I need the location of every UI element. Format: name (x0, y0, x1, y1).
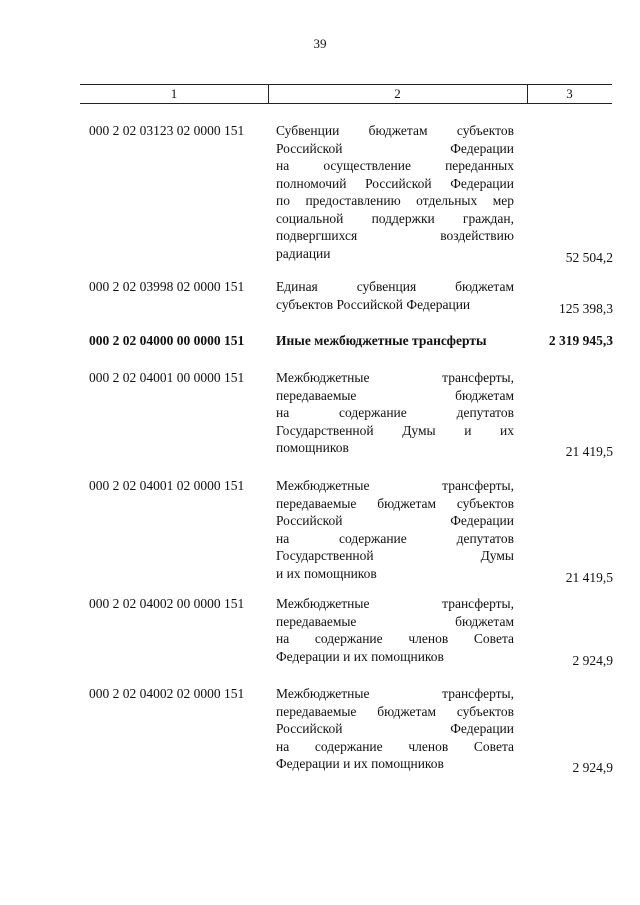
description-line: по предоставлению отдельных мер (276, 193, 514, 208)
budget-code: 000 2 02 04000 00 0000 151 (89, 333, 245, 348)
budget-code: 000 2 02 03998 02 0000 151 (89, 279, 245, 294)
amount: 52 504,2 (565, 249, 613, 265)
header-col-2: 2 (394, 86, 401, 101)
description-line: субъектов Российской Федерации (276, 296, 471, 312)
description-line: передаваемые бюджетам (276, 613, 514, 629)
description-line: социальной поддержки граждан, (276, 210, 514, 226)
item-description (276, 477, 514, 582)
description-line: Государственной Думы и их (276, 422, 514, 438)
description-line: передаваемые бюджетам субъектов (276, 495, 514, 511)
item-description (276, 685, 514, 773)
description-line: помощников (276, 440, 349, 455)
amount: 125 398,3 (559, 300, 613, 316)
item-description (276, 122, 514, 262)
item-description (276, 595, 514, 665)
description-line: Межбюджетные трансферты, (276, 370, 514, 385)
amount: 2 319 945,3 (548, 333, 613, 348)
description-line: радиации (276, 245, 331, 261)
description-line: Российской Федерации (276, 140, 514, 156)
description-line: полномочий Российской Федерации (276, 175, 514, 191)
description-line: передаваемые бюджетам (276, 387, 514, 403)
budget-code: 000 2 02 04001 02 0000 151 (89, 478, 245, 493)
budget-code: 000 2 02 03123 02 0000 151 (89, 123, 245, 138)
item-description (276, 369, 514, 457)
description-line: на содержание депутатов (276, 405, 514, 420)
description-line: Федерации и их помощников (276, 756, 444, 771)
amount: 2 924,9 (572, 760, 613, 775)
description-line: на осуществление переданных (276, 158, 514, 173)
header-col-3: 3 (566, 86, 573, 101)
description-line: Федерации и их помощников (276, 648, 444, 664)
description-line: и их помощников (276, 565, 377, 581)
header-top-rule (80, 84, 612, 85)
description-line: Межбюджетные трансферты, (276, 596, 514, 611)
description-line: Межбюджетные трансферты, (276, 478, 514, 493)
description-line: Российской Федерации (276, 513, 514, 528)
budget-code: 000 2 02 04001 00 0000 151 (89, 370, 245, 385)
description-line: Иные межбюджетные трансферты (276, 333, 487, 348)
budget-code: 000 2 02 04002 02 0000 151 (89, 686, 245, 701)
description-line: на содержание членов Совета (276, 738, 514, 754)
item-description (276, 332, 514, 350)
budget-code: 000 2 02 04002 00 0000 151 (89, 596, 245, 611)
description-line: подвергшихся воздействию (276, 228, 514, 243)
header-bottom-rule (80, 103, 612, 104)
description-line: Государственной Думы (276, 548, 514, 563)
page-number: 39 (313, 36, 327, 51)
description-line: Субвенции бюджетам субъектов (276, 123, 514, 138)
description-line: Межбюджетные трансферты, (276, 686, 514, 701)
description-line: на содержание депутатов (276, 530, 514, 546)
description-line: Российской Федерации (276, 721, 514, 736)
header-col-1: 1 (170, 86, 178, 101)
amount: 21 419,5 (565, 569, 613, 585)
item-description (276, 278, 514, 313)
description-line: передаваемые бюджетам субъектов (276, 703, 514, 719)
description-line: на содержание членов Совета (276, 631, 514, 646)
amount: 2 924,9 (572, 652, 613, 668)
amount: 21 419,5 (565, 444, 613, 459)
description-line: Единая субвенция бюджетам (276, 279, 514, 294)
